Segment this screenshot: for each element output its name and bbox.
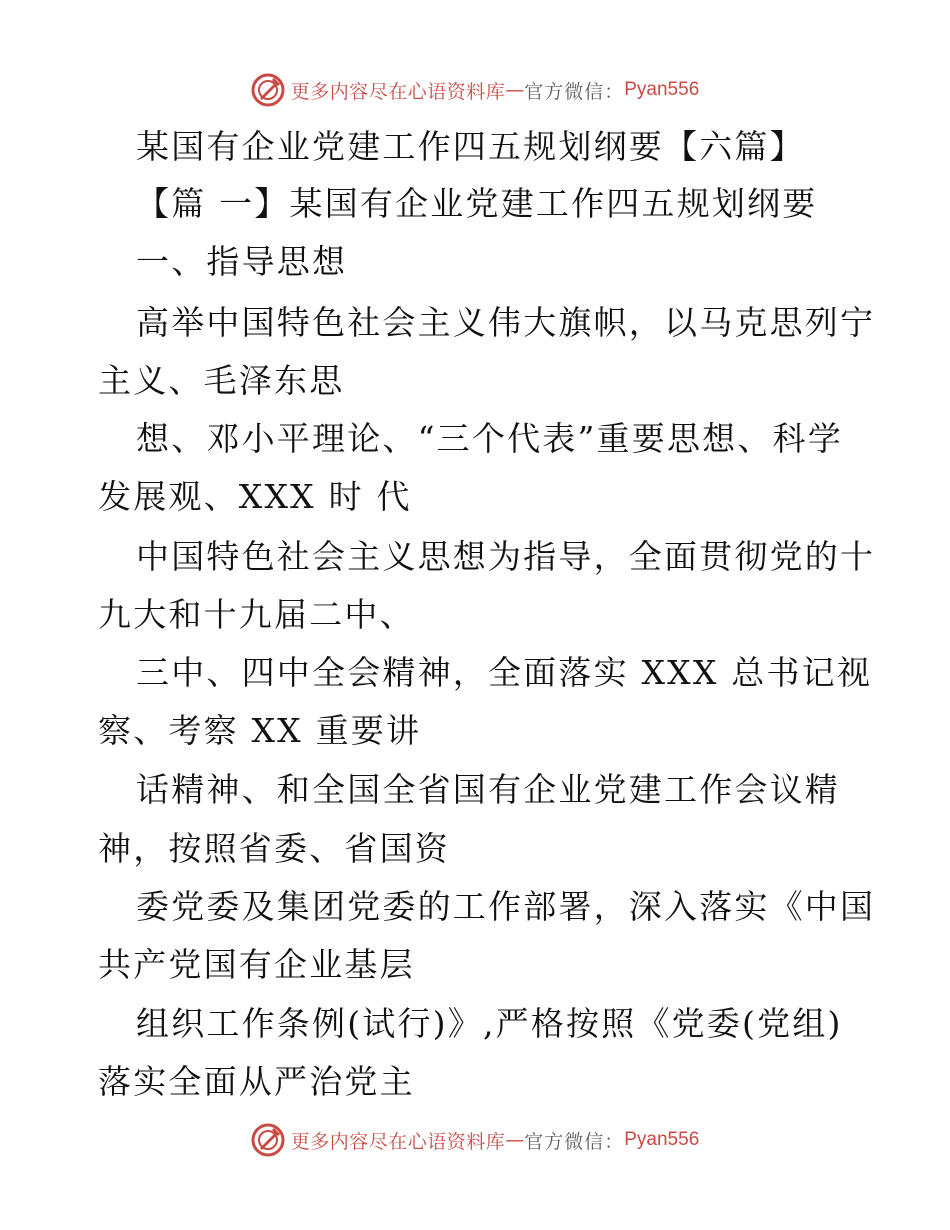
body-line: 高举中国特色社会主义伟大旗帜，以马克思列宁 [136,303,876,342]
body-line: 发展观、XXX 时 代 [98,477,412,516]
banner-dash: — [505,79,525,101]
banner-site-text: 更多内容尽在心语资料库 [290,1130,506,1153]
document-title: 某国有企业党建工作四五规划纲要【六篇】 [136,127,805,166]
body-line: 主义、毛泽东思 [98,361,345,400]
body-line: 三中、四中全会精神，全面落实 XXX 总书记视 [136,653,873,692]
body-line: 九大和十九届二中、 [98,595,415,634]
logo-icon [251,1123,285,1157]
body-line: 话精神、和全国全省国有企业党建工作会议精 [136,770,840,809]
banner-dash: — [505,1129,525,1151]
banner-wechat-label: 官方微信： [524,1130,625,1153]
section-heading: 【篇 一】某国有企业党建工作四五规划纲要 [136,184,818,223]
body-line: 察、考察 XX 重要讲 [98,711,422,750]
footer-banner [0,1120,950,1160]
body-line: 落实全面从严治党主 [98,1062,415,1101]
body-line: 组织工作条例(试行)》,严格按照《党委(党组) [136,1004,843,1043]
banner-wechat-id: Pyan556 [624,79,700,100]
body-line: 神，按照省委、省国资 [98,829,450,868]
banner-wechat-id: Pyan556 [624,1129,700,1150]
body-line: 委党委及集团党委的工作部署，深入落实《中国 [136,887,876,926]
logo-icon [251,73,285,107]
banner-site-text: 更多内容尽在心语资料库 [290,80,506,103]
header-banner [0,70,950,110]
subheading: 一、指导思想 [136,242,348,281]
body-line: 中国特色社会主义思想为指导，全面贯彻党的十 [136,537,876,576]
body-line: 共产党国有企业基层 [98,945,415,984]
banner-wechat-label: 官方微信： [524,80,625,103]
body-line: 想、邓小平理论、“三个代表”重要思想、科学 [136,419,843,458]
